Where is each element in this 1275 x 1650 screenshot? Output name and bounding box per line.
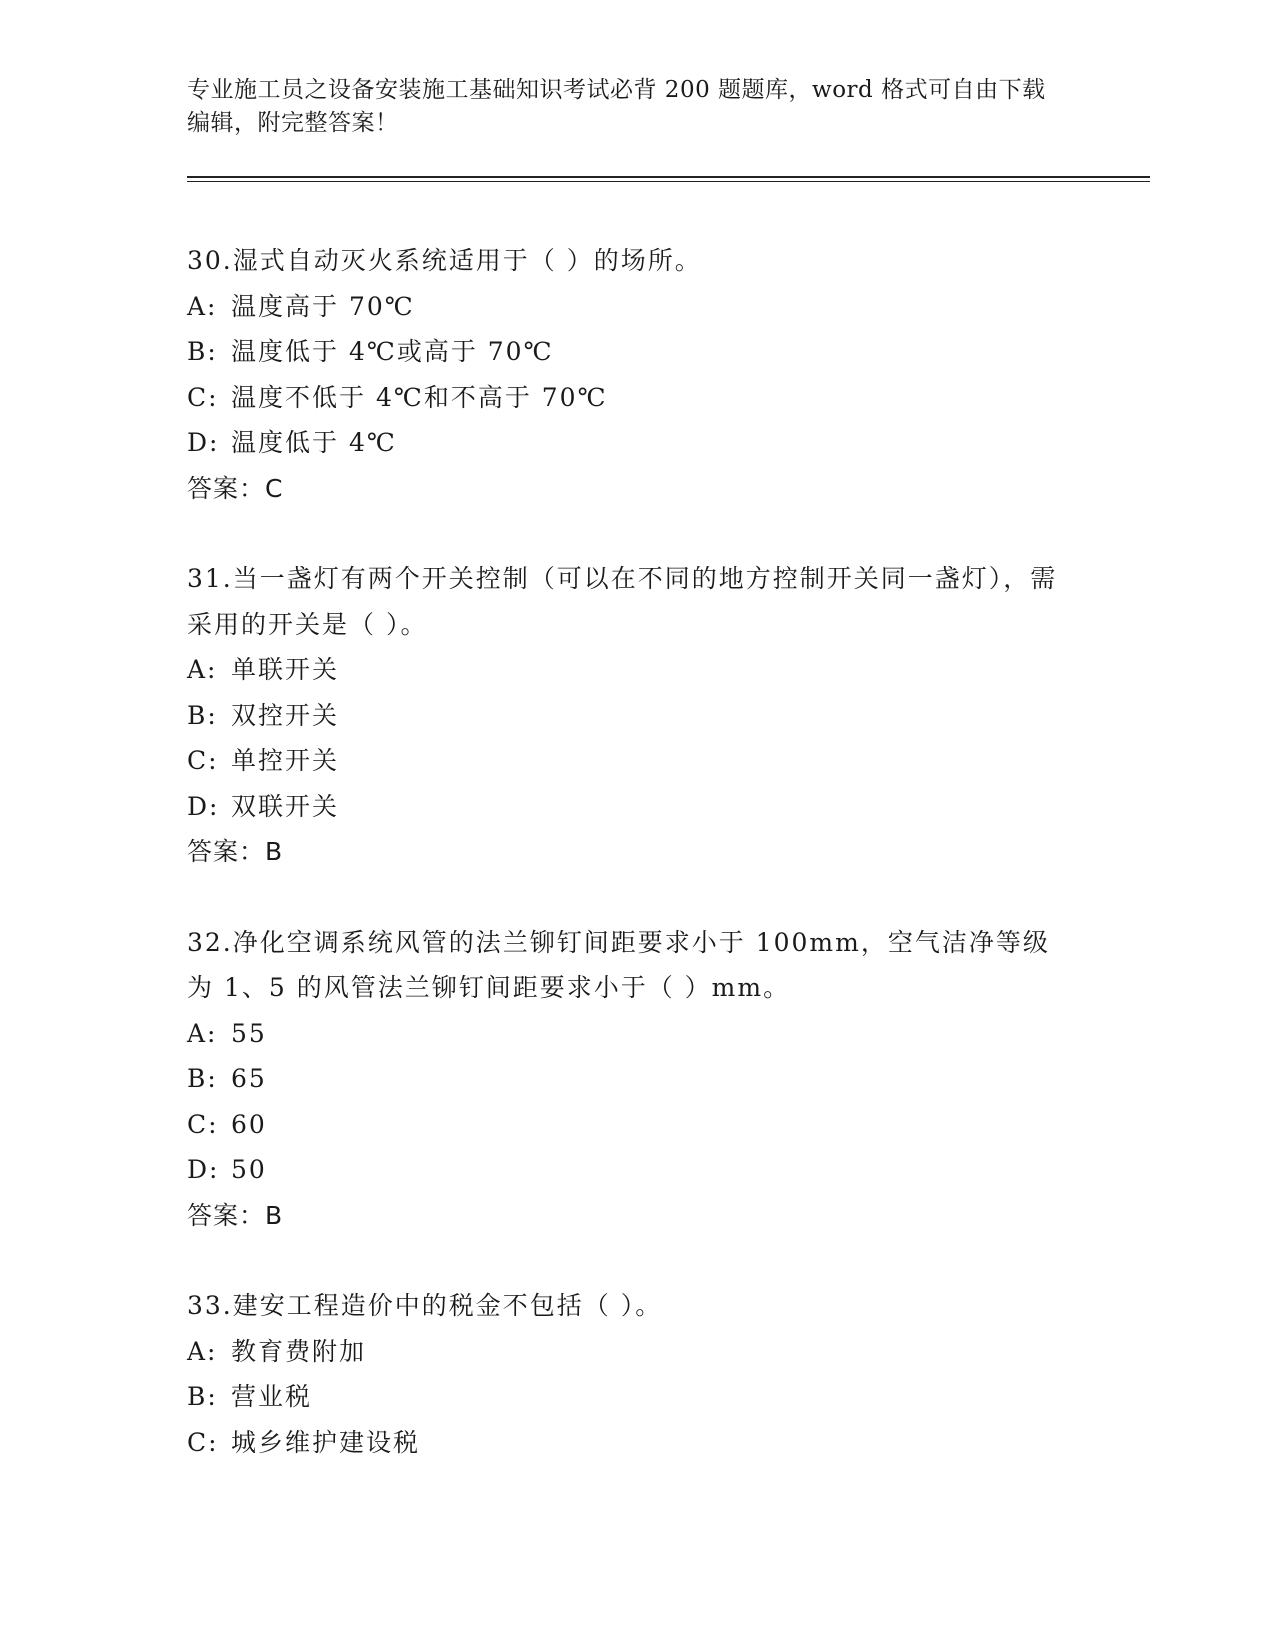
option-text: 60: [231, 1109, 267, 1139]
question-list: [187, 238, 1067, 1510]
answer-line: 答案：B: [187, 1200, 284, 1230]
option-letter: B:: [187, 1064, 218, 1093]
option-text: 教育费附加: [231, 1336, 367, 1366]
option-letter: D:: [187, 428, 220, 457]
option-text: 城乡维护建设税: [231, 1427, 421, 1457]
question-30: [187, 238, 1067, 511]
option-a: [187, 1011, 1067, 1057]
option-letter: A:: [187, 1018, 218, 1048]
option-a: [187, 284, 1067, 330]
option-d: [187, 1147, 1067, 1193]
option-text: 温度不低于 4℃和不高于 70℃: [231, 382, 608, 412]
option-b: [187, 1056, 1067, 1102]
option-letter: A:: [187, 291, 218, 321]
option-letter: A:: [187, 655, 218, 684]
question-stem: 31.当一盏灯有两个开关控制（可以在不同的地方控制开关同一盏灯），需采用的开关是（ ）。: [187, 564, 1058, 639]
option-text: 温度低于 4℃: [231, 428, 397, 457]
option-text: 50: [231, 1155, 267, 1184]
option-text: 55: [231, 1018, 267, 1048]
option-c: [187, 375, 1067, 421]
question-33: [187, 1283, 1067, 1465]
question-stem: 32.净化空调系统风管的法兰铆钉间距要求小于 100mm，空气洁净等级为 1、5 的风管法兰铆钉间距要求小于（ ）mm。: [187, 927, 1050, 1002]
option-text: 温度高于 70℃: [231, 291, 415, 321]
option-d: [187, 420, 1067, 466]
option-b: [187, 1374, 1067, 1420]
option-d: [187, 784, 1067, 830]
answer-line: 答案：B: [187, 837, 284, 866]
option-c: [187, 738, 1067, 784]
question-32: [187, 920, 1067, 1239]
option-letter: C:: [187, 1427, 219, 1457]
option-letter: D:: [187, 791, 220, 821]
answer-line: 答案：C: [187, 473, 284, 503]
header-divider-thin: [187, 181, 1150, 182]
document-header: 专业施工员之设备安装施工基础知识考试必背 200 题题库，word 格式可自由下载编辑，附完整答案！: [187, 77, 1046, 136]
option-text: 双联开关: [231, 791, 340, 821]
option-text: 双控开关: [231, 700, 340, 730]
option-letter: D:: [187, 1155, 220, 1184]
option-letter: C:: [187, 382, 219, 412]
option-letter: A:: [187, 1336, 218, 1366]
option-a: [187, 647, 1067, 693]
option-letter: B:: [187, 337, 218, 366]
option-text: 单联开关: [231, 655, 340, 684]
question-stem: 30.湿式自动灭火系统适用于（ ）的场所。: [187, 246, 702, 275]
option-text: 温度低于 4℃或高于 70℃: [231, 337, 554, 366]
option-text: 单控开关: [231, 746, 340, 775]
option-c: [187, 1420, 1067, 1466]
option-letter: C:: [187, 1109, 219, 1139]
header-divider-thick: [187, 176, 1150, 178]
option-letter: B:: [187, 1382, 218, 1411]
option-b: [187, 693, 1067, 739]
option-b: [187, 329, 1067, 375]
option-c: [187, 1102, 1067, 1148]
option-letter: B:: [187, 700, 218, 730]
option-a: [187, 1329, 1067, 1375]
option-letter: C:: [187, 746, 219, 775]
question-31: [187, 556, 1067, 875]
option-text: 营业税: [231, 1382, 313, 1411]
question-stem: 33.建安工程造价中的税金不包括（ ）。: [187, 1291, 663, 1320]
option-text: 65: [231, 1064, 267, 1093]
